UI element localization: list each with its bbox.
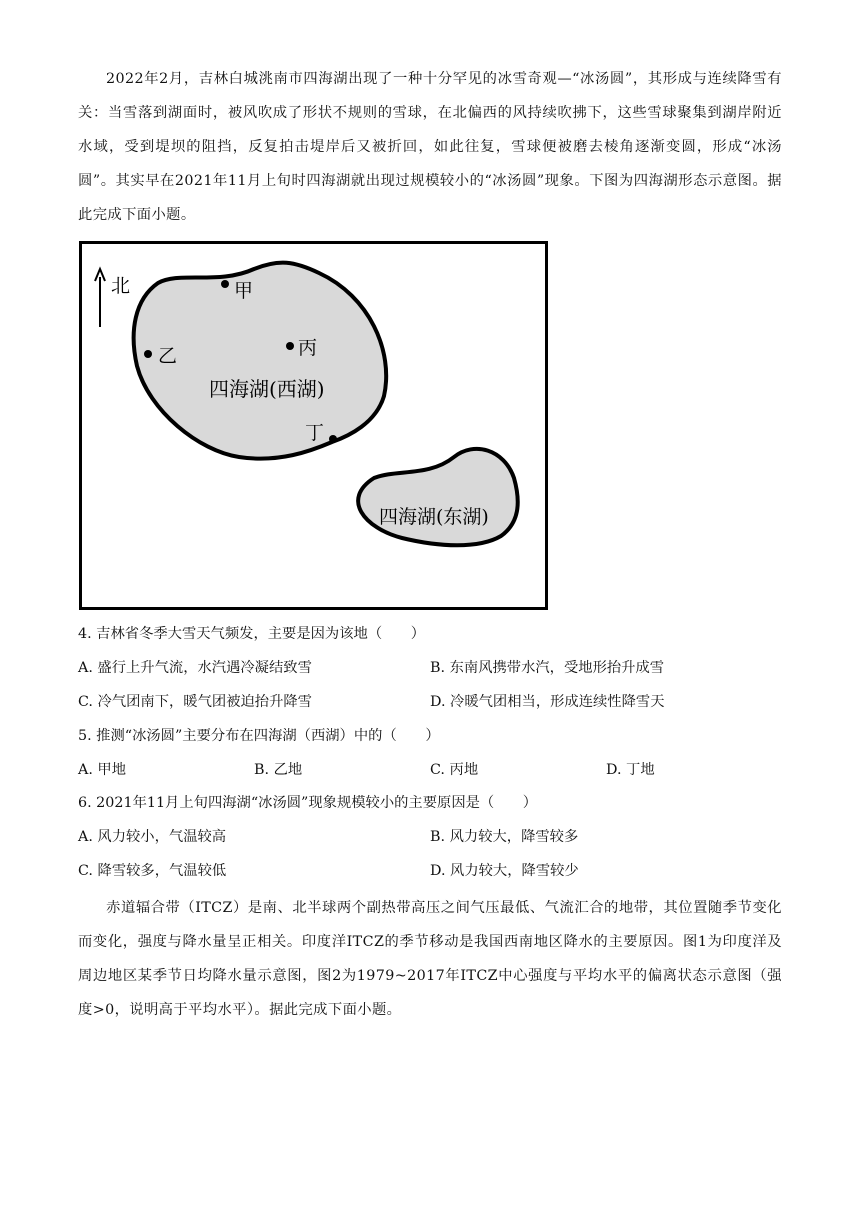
- point-yi-label: 乙: [158, 345, 178, 367]
- question-5-option-a: A. 甲地: [78, 762, 127, 778]
- point-ding-label: 丁: [305, 422, 325, 444]
- question-6-option-c: C. 降雪较多，气温较低: [78, 863, 227, 879]
- question-6-option-a: A. 风力较小，气温较高: [78, 829, 227, 845]
- question-5-stem: 5. 推测“冰汤圆”主要分布在四海湖（西湖）中的（ ）: [78, 728, 440, 744]
- question-4-option-d: D. 冷暖气团相当，形成连续性降雪天: [430, 694, 665, 710]
- point-jia-marker: [221, 280, 229, 288]
- question-5-option-b: B. 乙地: [254, 762, 303, 778]
- point-bing-marker: [286, 342, 294, 350]
- question-6-option-d: D. 风力较大，降雪较少: [430, 863, 579, 879]
- west-lake-label: 四海湖(西湖): [209, 377, 325, 401]
- question-6-option-b: B. 风力较大，降雪较多: [430, 829, 579, 845]
- question-4-stem: 4. 吉林省冬季大雪天气频发，主要是因为该地（ ）: [78, 626, 426, 642]
- question-5-option-d: D. 丁地: [606, 762, 655, 778]
- question-6-stem: 6. 2021年11月上旬四海湖“冰汤圆”现象规模较小的主要原因是（ ）: [78, 795, 538, 811]
- question-4-option-b: B. 东南风携带水汽，受地形抬升成雪: [430, 660, 665, 676]
- lake-map-figure: [79, 241, 548, 610]
- point-ding-marker: [329, 435, 337, 443]
- passage-1: [78, 62, 782, 232]
- point-jia-label: 甲: [234, 280, 254, 302]
- point-bing-label: 丙: [298, 337, 318, 359]
- east-lake-label: 四海湖(东湖): [379, 506, 489, 528]
- point-yi-marker: [144, 350, 152, 358]
- passage-2: [78, 891, 782, 1027]
- question-5-option-c: C. 丙地: [430, 762, 479, 778]
- passage-2-text: 赤道辐合带（ITCZ）是南、北半球两个副热带高压之间气压最低、气流汇合的地带，其位置随季节变化而变化，强度与降水量呈正相关。印度洋ITCZ的季节移动是我国西南地区降水的主要原因。图1为印度洋及周边地区某季节日均降水量示意图，图2为1979~2017年ITCZ中心强度与平均水平的偏离状态示意图（强度>0，说明高于平均水平）。据此完成下面小题。: [78, 900, 782, 1018]
- lake-map: [79, 241, 548, 610]
- question-4-option-a: A. 盛行上升气流，水汽遇冷凝结致雪: [78, 660, 312, 676]
- north-label: 北: [111, 275, 131, 297]
- question-4-option-c: C. 冷气团南下，暖气团被迫抬升降雪: [78, 694, 312, 710]
- passage-1-text: 2022年2月，吉林白城洮南市四海湖出现了一种十分罕见的冰雪奇观—“冰汤圆”，其形成与连续降雪有关：当雪落到湖面时，被风吹成了形状不规则的雪球，在北偏西的风持续吹拂下，这些雪球聚集到湖岸附近水域，受到堤坝的阻挡，反复拍击堤岸后又被折回，如此往复，雪球便被磨去棱角逐渐变圆，形成“冰汤圆”。其实早在2021年11月上旬时四海湖就出现过规模较小的“冰汤圆”现象。下图为四海湖形态示意图。据此完成下面小题。: [78, 71, 782, 223]
